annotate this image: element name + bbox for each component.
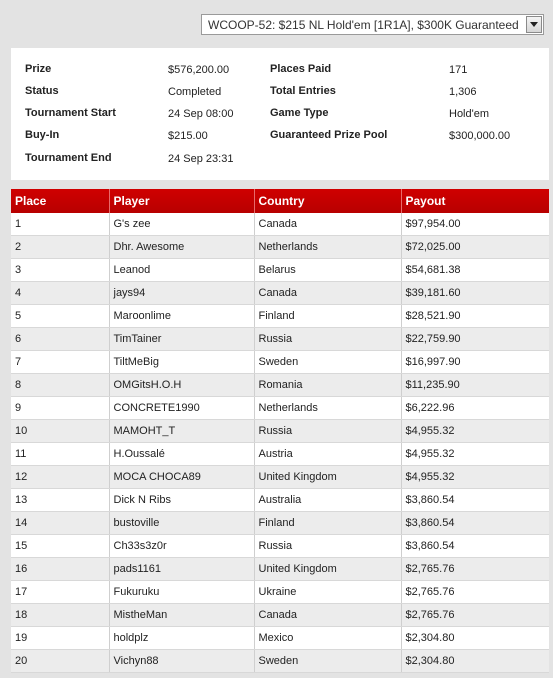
table-row[interactable] <box>11 236 549 259</box>
buy-in-value: $215.00 <box>168 130 208 142</box>
country-cell: Romania <box>254 374 401 397</box>
player-cell[interactable]: Maroonlime <box>109 305 254 328</box>
place-cell: 14 <box>11 512 109 535</box>
table-row[interactable] <box>11 535 549 558</box>
payout-cell: $3,860.54 <box>401 535 549 558</box>
place-cell: 4 <box>11 282 109 305</box>
place-cell: 18 <box>11 604 109 627</box>
place-cell: 1 <box>11 213 109 236</box>
table-row[interactable] <box>11 650 549 673</box>
payout-cell: $22,759.90 <box>401 328 549 351</box>
place-cell: 15 <box>11 535 109 558</box>
tournament-select-value: WCOOP-52: $215 NL Hold'em [1R1A], $300K Guaranteed <box>208 17 519 32</box>
country-cell: Finland <box>254 305 401 328</box>
table-row[interactable] <box>11 558 549 581</box>
table-row[interactable] <box>11 397 549 420</box>
player-cell[interactable]: Fukuruku <box>109 581 254 604</box>
place-cell: 12 <box>11 466 109 489</box>
place-cell: 6 <box>11 328 109 351</box>
tournament-end-label: Tournament End <box>25 152 112 164</box>
table-row[interactable] <box>11 305 549 328</box>
place-cell: 17 <box>11 581 109 604</box>
table-row[interactable] <box>11 351 549 374</box>
player-cell[interactable]: Leanod <box>109 259 254 282</box>
payout-cell: $4,955.32 <box>401 420 549 443</box>
player-cell[interactable]: H.Oussalé <box>109 443 254 466</box>
country-cell: Canada <box>254 604 401 627</box>
places-paid-value: 171 <box>449 64 468 76</box>
payout-cell: $3,860.54 <box>401 512 549 535</box>
country-cell: Russia <box>254 420 401 443</box>
places-paid-label: Places Paid <box>270 63 332 75</box>
column-header-player[interactable]: Player <box>109 189 254 213</box>
player-cell[interactable]: Ch33s3z0r <box>109 535 254 558</box>
column-header-place[interactable]: Place <box>11 189 109 213</box>
status-label: Status <box>25 85 59 97</box>
place-cell: 7 <box>11 351 109 374</box>
place-cell: 2 <box>11 236 109 259</box>
player-cell[interactable]: Dhr. Awesome <box>109 236 254 259</box>
player-cell[interactable]: CONCRETE1990 <box>109 397 254 420</box>
table-row[interactable] <box>11 328 549 351</box>
place-cell: 8 <box>11 374 109 397</box>
place-cell: 20 <box>11 650 109 673</box>
player-cell[interactable]: pads1161 <box>109 558 254 581</box>
tournament-start-value: 24 Sep 08:00 <box>168 108 234 120</box>
place-cell: 10 <box>11 420 109 443</box>
guaranteed-prize-pool-value: $300,000.00 <box>449 130 511 142</box>
place-cell: 13 <box>11 489 109 512</box>
prize-label: Prize <box>25 63 52 75</box>
country-cell: Belarus <box>254 259 401 282</box>
payout-cell: $4,955.32 <box>401 443 549 466</box>
country-cell: Mexico <box>254 627 401 650</box>
player-cell[interactable]: TimTainer <box>109 328 254 351</box>
payout-cell: $2,304.80 <box>401 650 549 673</box>
country-cell: Canada <box>254 213 401 236</box>
place-cell: 5 <box>11 305 109 328</box>
payout-cell: $16,997.90 <box>401 351 549 374</box>
player-cell[interactable]: G's zee <box>109 213 254 236</box>
table-row[interactable] <box>11 443 549 466</box>
player-cell[interactable]: MAMOHT_T <box>109 420 254 443</box>
payout-cell: $3,860.54 <box>401 489 549 512</box>
player-cell[interactable]: MOCA CHOCA89 <box>109 466 254 489</box>
total-entries-value: 1,306 <box>449 86 477 98</box>
table-row[interactable] <box>11 374 549 397</box>
table-row[interactable] <box>11 581 549 604</box>
payout-cell: $2,765.76 <box>401 604 549 627</box>
country-cell: Russia <box>254 535 401 558</box>
country-cell: Ukraine <box>254 581 401 604</box>
tournament-start-label: Tournament Start <box>25 107 116 119</box>
tournament-end-value: 24 Sep 23:31 <box>168 153 234 165</box>
column-header-country[interactable]: Country <box>254 189 401 213</box>
country-cell: Australia <box>254 489 401 512</box>
table-row[interactable] <box>11 282 549 305</box>
player-cell[interactable]: bustoville <box>109 512 254 535</box>
player-cell[interactable]: holdplz <box>109 627 254 650</box>
country-cell: Finland <box>254 512 401 535</box>
country-cell: United Kingdom <box>254 558 401 581</box>
game-type-label: Game Type <box>270 107 329 119</box>
game-type-value: Hold'em <box>449 108 490 120</box>
country-cell: Netherlands <box>254 397 401 420</box>
payout-cell: $2,304.80 <box>401 627 549 650</box>
buy-in-label: Buy-In <box>25 129 60 141</box>
top-bar <box>0 0 553 44</box>
player-cell[interactable]: MistheMan <box>109 604 254 627</box>
table-row[interactable] <box>11 512 549 535</box>
prize-value: $576,200.00 <box>168 64 230 76</box>
table-row[interactable] <box>11 604 549 627</box>
payout-cell: $6,222.96 <box>401 397 549 420</box>
table-row[interactable] <box>11 627 549 650</box>
country-cell: Netherlands <box>254 236 401 259</box>
place-cell: 9 <box>11 397 109 420</box>
payout-cell: $2,765.76 <box>401 558 549 581</box>
country-cell: Canada <box>254 282 401 305</box>
results-header-row <box>11 189 549 213</box>
player-cell[interactable]: Vichyn88 <box>109 650 254 673</box>
payout-cell: $28,521.90 <box>401 305 549 328</box>
player-cell[interactable]: jays94 <box>109 282 254 305</box>
table-row[interactable] <box>11 420 549 443</box>
payout-cell: $4,955.32 <box>401 466 549 489</box>
status-value: Completed <box>168 86 222 98</box>
player-cell[interactable]: OMGitsH.O.H <box>109 374 254 397</box>
place-cell: 11 <box>11 443 109 466</box>
country-cell: Russia <box>254 328 401 351</box>
player-cell[interactable]: Dick N Ribs <box>109 489 254 512</box>
table-row[interactable] <box>11 213 549 236</box>
dropdown-arrow-icon[interactable] <box>526 16 542 33</box>
guaranteed-prize-pool-label: Guaranteed Prize Pool <box>270 129 388 141</box>
country-cell: Sweden <box>254 351 401 374</box>
payout-cell: $11,235.90 <box>401 374 549 397</box>
country-cell: Sweden <box>254 650 401 673</box>
payout-cell: $72,025.00 <box>401 236 549 259</box>
table-row[interactable] <box>11 466 549 489</box>
results-body <box>11 213 549 673</box>
place-cell: 16 <box>11 558 109 581</box>
results-table <box>11 189 549 673</box>
table-row[interactable] <box>11 259 549 282</box>
table-row[interactable] <box>11 489 549 512</box>
payout-cell: $2,765.76 <box>401 581 549 604</box>
country-cell: Austria <box>254 443 401 466</box>
tournament-select[interactable] <box>201 14 544 35</box>
payout-cell: $39,181.60 <box>401 282 549 305</box>
country-cell: United Kingdom <box>254 466 401 489</box>
tournament-info-panel <box>11 48 549 180</box>
column-header-payout[interactable]: Payout <box>401 189 549 213</box>
player-cell[interactable]: TiltMeBig <box>109 351 254 374</box>
place-cell: 3 <box>11 259 109 282</box>
payout-cell: $54,681.38 <box>401 259 549 282</box>
place-cell: 19 <box>11 627 109 650</box>
payout-cell: $97,954.00 <box>401 213 549 236</box>
total-entries-label: Total Entries <box>270 85 336 97</box>
results-table-container <box>11 189 549 673</box>
